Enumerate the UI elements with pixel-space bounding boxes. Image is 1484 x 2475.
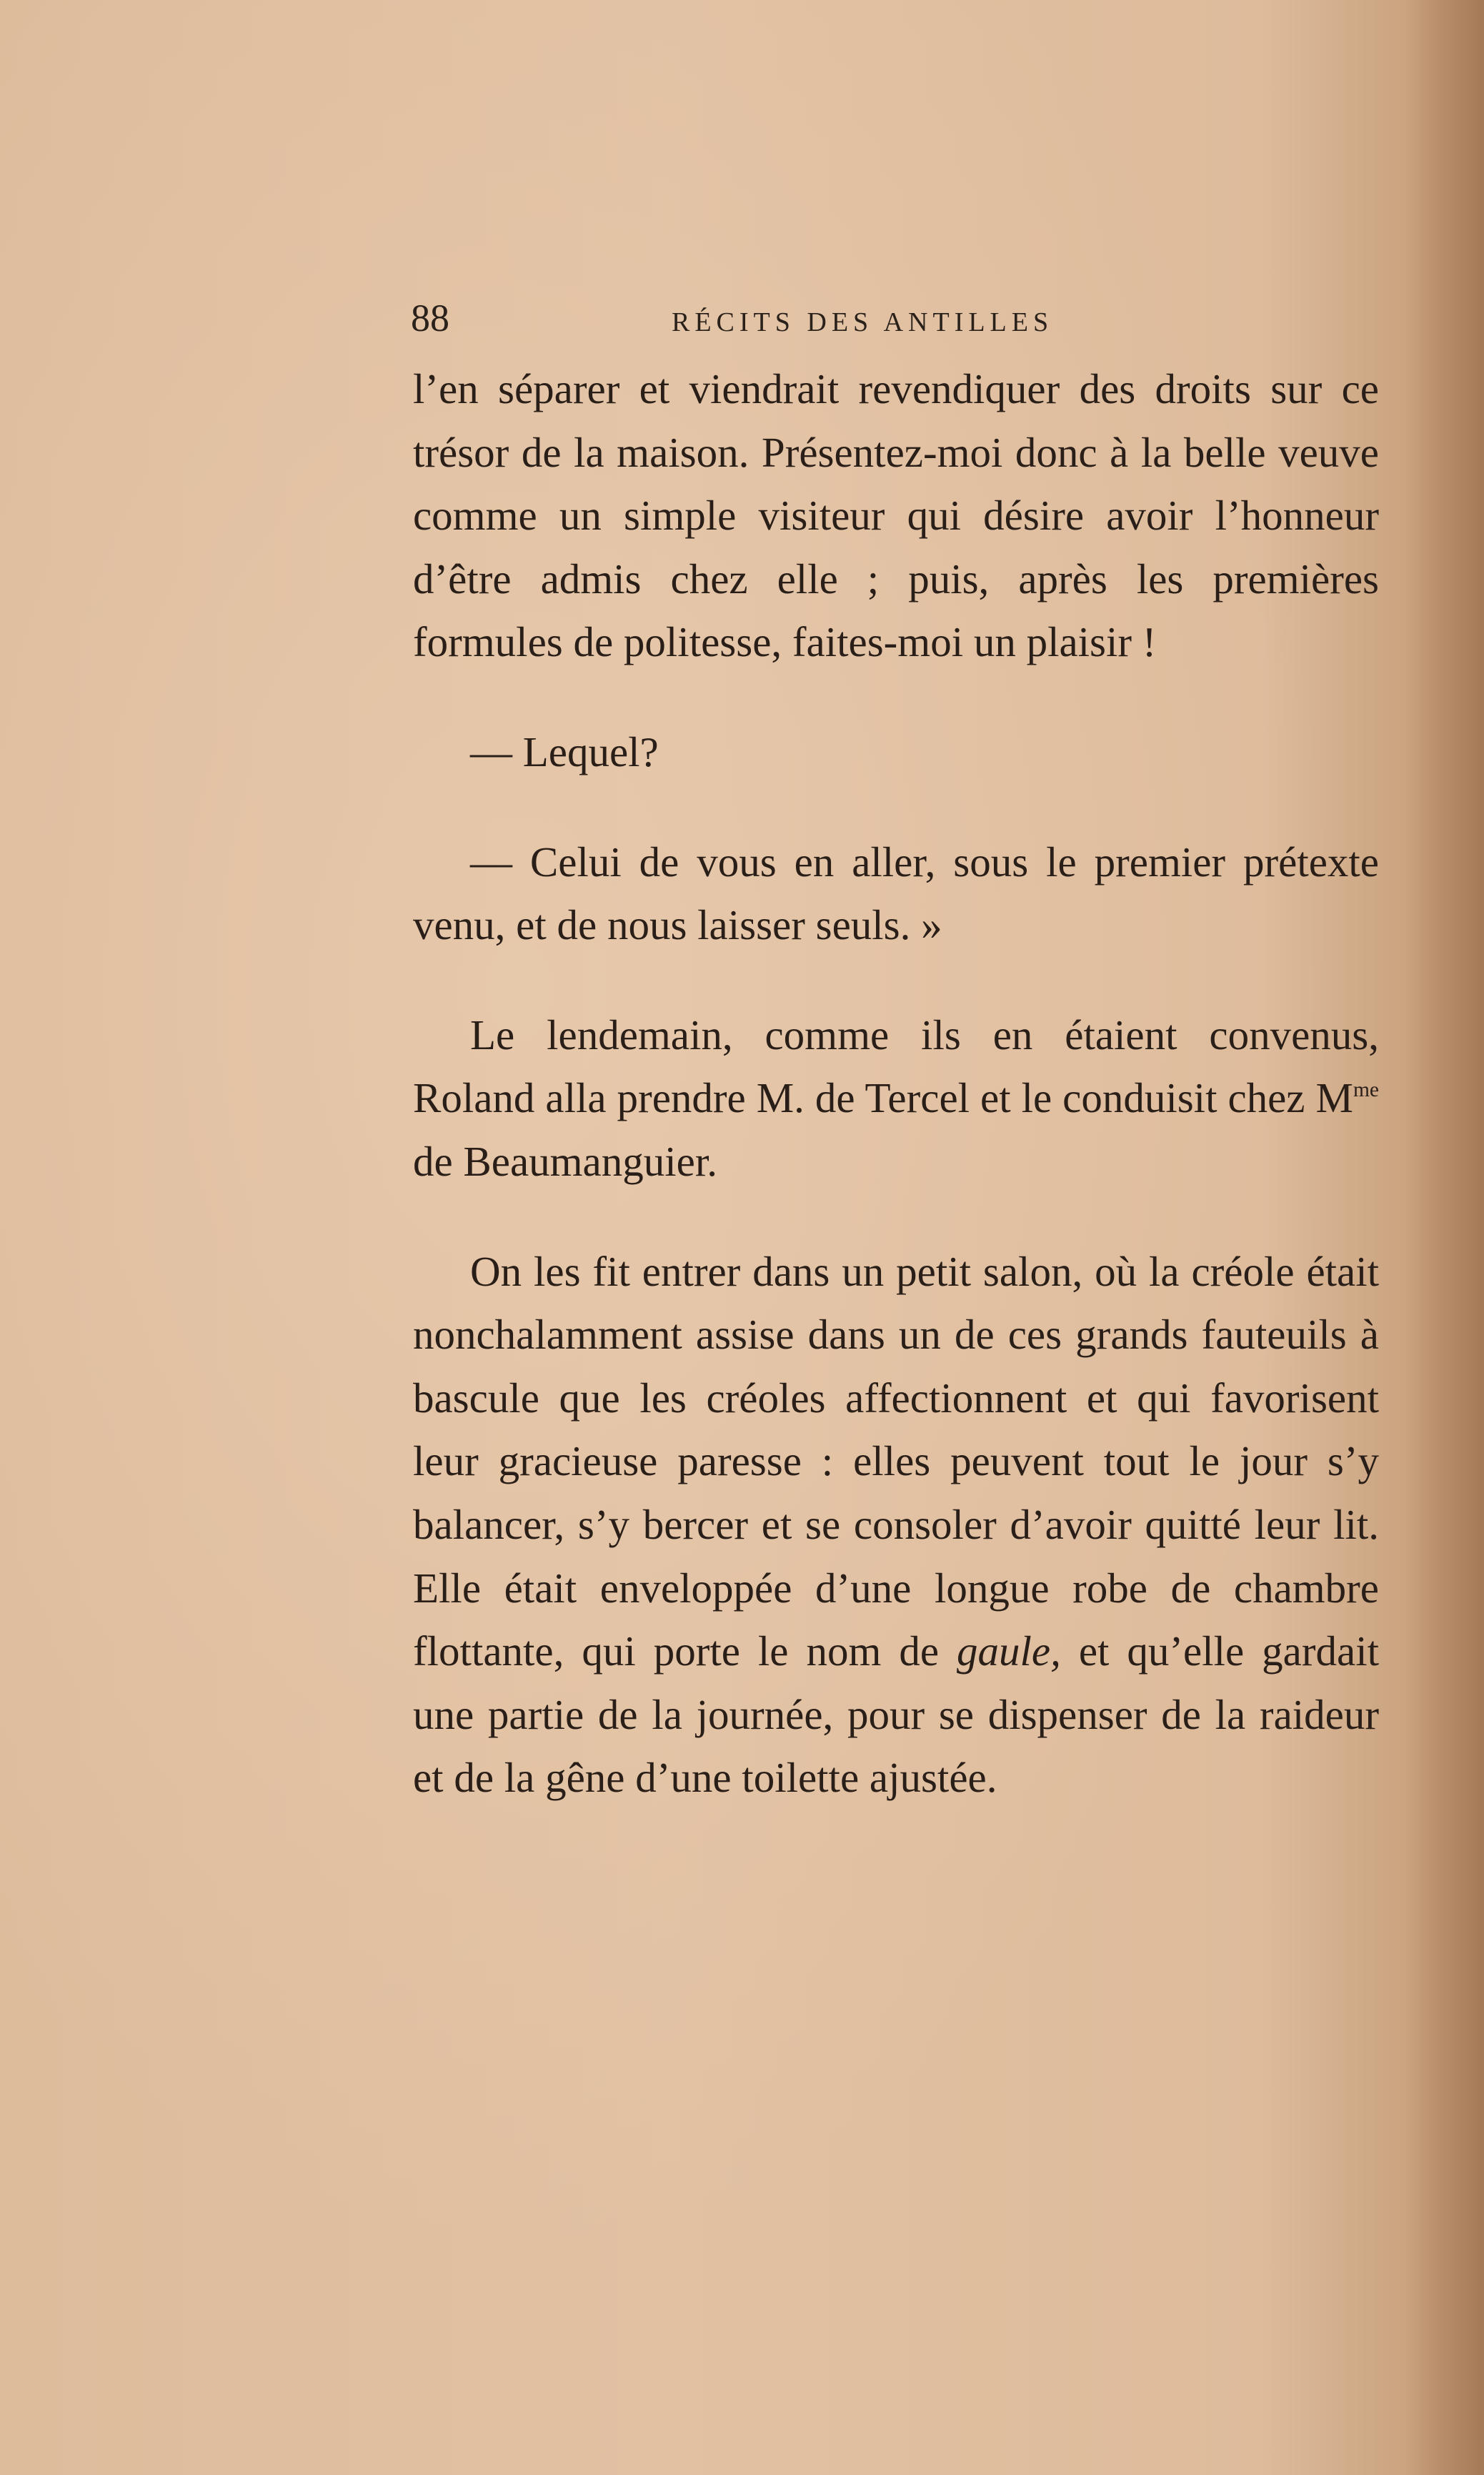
paragraph-5	[413, 1240, 1379, 1810]
body-text	[413, 357, 1379, 1810]
paragraph-4-text: Le lendemain, comme ils en étaient convenus, Roland alla prendre M. de Tercel et le conduisit chez M	[413, 1011, 1379, 1122]
page-number: 88	[411, 297, 449, 339]
paragraph-5-text-end: et qu’elle gardait une partie de la journée, pour se dispenser de la raideur et de la gêne d’une toilette ajustée.	[413, 1627, 1379, 1802]
abbreviation-superscript: me	[1353, 1078, 1379, 1102]
running-title: RÉCITS DES ANTILLES	[672, 307, 1054, 337]
paragraph-3: — Celui de vous en aller, sous le premier prétexte venu, et de nous laisser seuls. »	[413, 838, 1379, 949]
paragraph-4-text-end: de Beaumanguier.	[413, 1137, 717, 1185]
paragraph-2: — Lequel?	[470, 728, 659, 775]
paragraph-4	[413, 1003, 1379, 1194]
running-header	[411, 289, 1125, 347]
italic-term: gaule,	[957, 1627, 1061, 1675]
page-edge-shadow	[1405, 0, 1484, 2475]
paragraph-1: l’en séparer et viendrait revendiquer des droits sur ce trésor de la maison. Présentez-moi donc à la belle veuve comme un simple visiteur qui désire avoir l’honneur d’être admis chez elle ; puis, après les premières formules de politesse, faites-moi un plaisir !	[413, 365, 1379, 666]
paragraph-5-text: On les fit entrer dans un petit salon, où la créole était nonchalamment assise dans un de ces grands fauteuils à bascule que les créoles affectionnent et qui favorisent leur gracieuse paresse : elles peuvent tout le jour s’y balancer, s’y bercer et se consoler d’avoir quitté leur lit. Elle était enveloppée d’une longue robe de chambre flottante, qui porte le nom de	[413, 1247, 1379, 1675]
